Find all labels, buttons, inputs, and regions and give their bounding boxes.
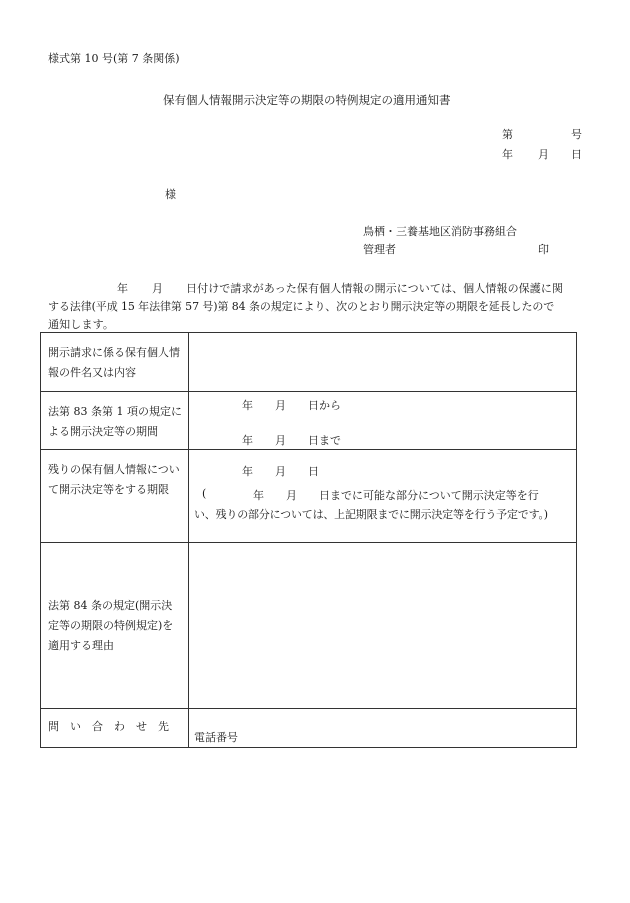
remaining-deadline-field[interactable] — [189, 450, 577, 543]
row-decision-period-label: 法第 83 条第 1 項の規定による開示決定等の期間 — [48, 405, 182, 438]
form-number: 様式第 10 号(第 7 条関係) — [48, 52, 180, 65]
extension-details-table — [40, 332, 577, 748]
body-month-label: 月 — [152, 282, 163, 295]
seal-mark: 印 — [538, 243, 549, 256]
period-from: 年 月 日から — [242, 399, 341, 412]
sender-title: 管理者 — [363, 243, 396, 256]
document-title: 保有個人情報開示決定等の期限の特例規定の適用通知書 — [163, 93, 451, 107]
body-line-2: する法律(平成 15 年法律第 57 号)第 84 条の規定により、次のとおり開示決定等の期限を延長したので — [48, 300, 555, 313]
remaining-note-line-1: 年 月 日までに可能な部分について開示決定等を行 — [253, 489, 539, 502]
row-reason — [41, 543, 577, 709]
addressee-suffix: 様 — [165, 188, 176, 201]
doc-number-prefix: 第 — [502, 128, 513, 141]
row-remaining-deadline-label: 残りの保有個人情報について開示決定等をする期限 — [48, 463, 180, 496]
date-day-label: 日 — [571, 148, 582, 161]
row-decision-period — [41, 392, 577, 450]
row-reason-label: 法第 84 条の規定(開示決定等の期限の特例規定)を適用する理由 — [48, 598, 174, 652]
phone-number-label: 電話番号 — [194, 731, 238, 744]
remaining-deadline-date: 年 月 日 — [242, 465, 319, 478]
remaining-note-open-paren: ( — [202, 487, 207, 500]
remaining-note-line-2: い、残りの部分については、上記期限までに開示決定等を行う予定です。) — [194, 508, 548, 521]
row-request-subject — [41, 333, 577, 392]
doc-number-suffix: 号 — [571, 128, 582, 141]
reason-field[interactable] — [189, 543, 577, 709]
sender-organization: 鳥栖・三養基地区消防事務組合 — [363, 225, 517, 238]
request-subject-field[interactable] — [189, 333, 577, 392]
date-month-label: 月 — [538, 148, 549, 161]
date-year-label: 年 — [502, 148, 513, 161]
contact-field[interactable] — [189, 709, 577, 748]
row-contact — [41, 709, 577, 748]
body-line-3: 通知します。 — [48, 318, 115, 331]
decision-period-field[interactable] — [189, 392, 577, 450]
body-year-label: 年 — [117, 282, 128, 295]
row-contact-label: 問 い 合 わ せ 先 — [48, 720, 169, 733]
period-to: 年 月 日まで — [242, 434, 341, 447]
row-remaining-deadline — [41, 450, 577, 543]
body-line-1: 日付けで請求があった保有個人情報の開示については、個人情報の保護に関 — [186, 282, 564, 295]
row-request-subject-label: 開示請求に係る保有個人情報の件名又は内容 — [48, 346, 180, 379]
